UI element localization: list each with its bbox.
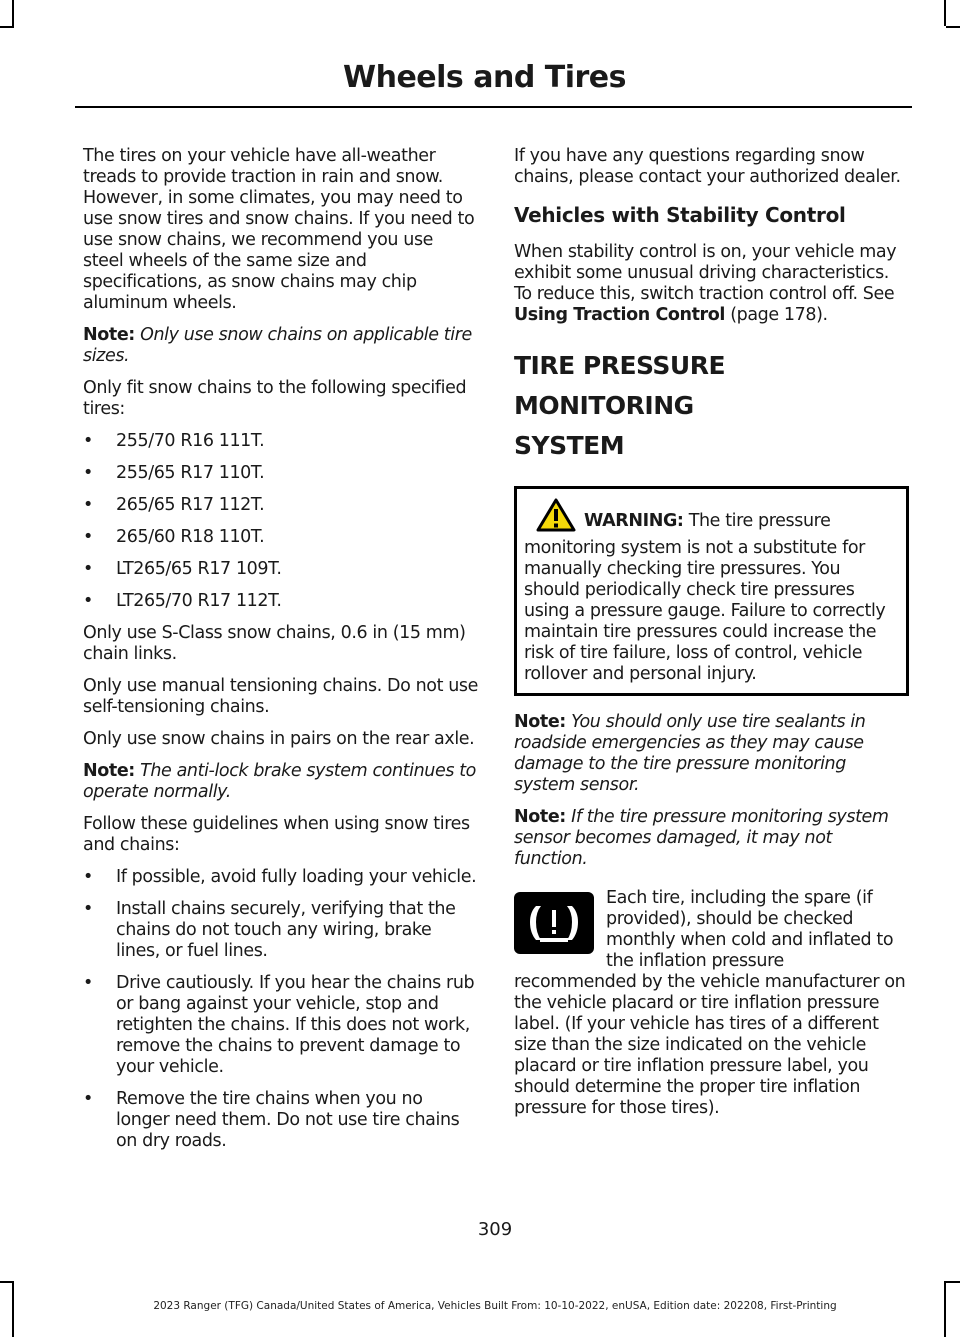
tpms-heading-line1: TIRE PRESSURE MONITORING	[514, 351, 726, 420]
list-item: • 255/65 R17 110T.	[83, 463, 478, 484]
warning-box	[514, 486, 909, 696]
note-text: If the tire pressure monitoring system sensor becomes damaged, it may not function.	[514, 807, 889, 869]
note-sensor-damage	[514, 807, 909, 870]
note-label: Note:	[514, 712, 566, 732]
header-divider	[75, 106, 912, 108]
crop-mark	[944, 0, 946, 26]
crop-mark	[946, 26, 960, 28]
note-label: Note:	[83, 325, 135, 345]
fit-intro-paragraph: Only fit snow chains to the following specified tires:	[83, 378, 467, 419]
guidelines-list	[83, 867, 478, 1152]
crop-mark	[946, 1281, 960, 1283]
inspection-paragraph: Each tire, including the spare (if provided), should be checked monthly when cold and inflated to the inflation pressure recommended by the vehicle manufacturer on the vehicle placard or tire inflation pressure label. (If your vehicle has tires of a different size than the size indicated on the vehicle placard or tire inflation pressure label, you should determine the proper tire inflation pressure for those tires).	[514, 888, 906, 1118]
stability-heading: Vehicles with Stability Control	[514, 203, 846, 227]
tire-size-list	[83, 431, 478, 612]
note-snow-chains-sizes	[83, 325, 478, 367]
tpms-heading	[514, 346, 909, 466]
note-text: The anti-lock brake system continues to operate normally.	[83, 761, 476, 802]
note-text: You should only use tire sealants in roadside emergencies as they may cause damage to the tire pressure monitoring system sensor.	[514, 712, 866, 795]
crop-mark	[0, 26, 14, 28]
list-item: • 265/60 R18 110T.	[83, 527, 478, 548]
note-text: Only use snow chains on applicable tire sizes.	[83, 325, 472, 366]
manual-tension-paragraph: Only use manual tensioning chains. Do not use self-tensioning chains.	[83, 676, 478, 717]
crop-mark	[0, 1281, 14, 1283]
list-item: • LT265/70 R17 112T.	[83, 591, 478, 612]
list-item: • 265/65 R17 112T.	[83, 495, 478, 516]
sclass-paragraph: Only use S-Class snow chains, 0.6 in (15 mm) chain links.	[83, 623, 466, 664]
guidelines-intro-paragraph: Follow these guidelines when using snow tires and chains:	[83, 814, 470, 855]
list-item: • LT265/65 R17 109T.	[83, 559, 478, 580]
left-column	[83, 146, 478, 1163]
footer-text: 2023 Ranger (TFG) Canada/United States of America, Vehicles Built From: 10-10-2022, enUSA, Edition date: 202208, First-Printing	[153, 1300, 837, 1312]
note-anti-lock	[83, 761, 478, 803]
tpms-heading-line2: SYSTEM	[514, 431, 625, 460]
page-title: Wheels and Tires	[343, 60, 626, 95]
warning-label: WARNING:	[584, 511, 684, 531]
note-label: Note:	[83, 761, 135, 781]
pairs-paragraph: Only use snow chains in pairs on the rear axle.	[83, 729, 475, 749]
note-label: Note:	[514, 807, 566, 827]
tpms-inspection-block	[514, 888, 909, 1119]
list-item: • Install chains securely, verifying that the chains do not touch any wiring, brake lines, or fuel lines.	[83, 899, 478, 962]
tpms-warning-icon	[514, 892, 594, 954]
traction-control-link[interactable]: Using Traction Control	[514, 305, 726, 325]
list-item: • Remove the tire chains when you no longer need them. Do not use tire chains on dry roads.	[83, 1089, 478, 1152]
list-item: • If possible, avoid fully loading your vehicle.	[83, 867, 478, 888]
stability-page-ref: (page 178).	[730, 305, 828, 325]
stability-text: When stability control is on, your vehicle may exhibit some unusual driving characteristics. To reduce this, switch traction control off. See	[514, 242, 897, 304]
list-item: • 255/70 R16 111T.	[83, 431, 478, 452]
stability-paragraph	[514, 242, 909, 326]
intro-paragraph: The tires on your vehicle have all-weather treads to provide traction in rain and snow. However, in some climates, you may need to use snow tires and snow chains. If you need to use snow chains, we recommend you use steel wheels of the same size and specifications, as snow chains may chip aluminum wheels.	[83, 146, 475, 313]
crop-mark	[12, 0, 14, 26]
note-tire-sealants	[514, 712, 909, 796]
questions-paragraph: If you have any questions regarding snow chains, please contact your authorized dealer.	[514, 146, 901, 187]
page-number: 309	[477, 1219, 513, 1240]
list-item: • Drive cautiously. If you hear the chains rub or bang against your vehicle, stop and retighten the chains. If this does not work, remove the chains to prevent damage to your vehicle.	[83, 973, 478, 1078]
warning-text: The tire pressure monitoring system is not a substitute for manually checking tire pressures. You should periodically check tire pressures using a pressure gauge. Failure to correctly maintain tire pressures could increase the risk of tire failure, loss of control, vehicle rollover and personal injury.	[524, 511, 886, 684]
right-column	[514, 146, 909, 1119]
warning-triangle-icon	[536, 498, 576, 538]
